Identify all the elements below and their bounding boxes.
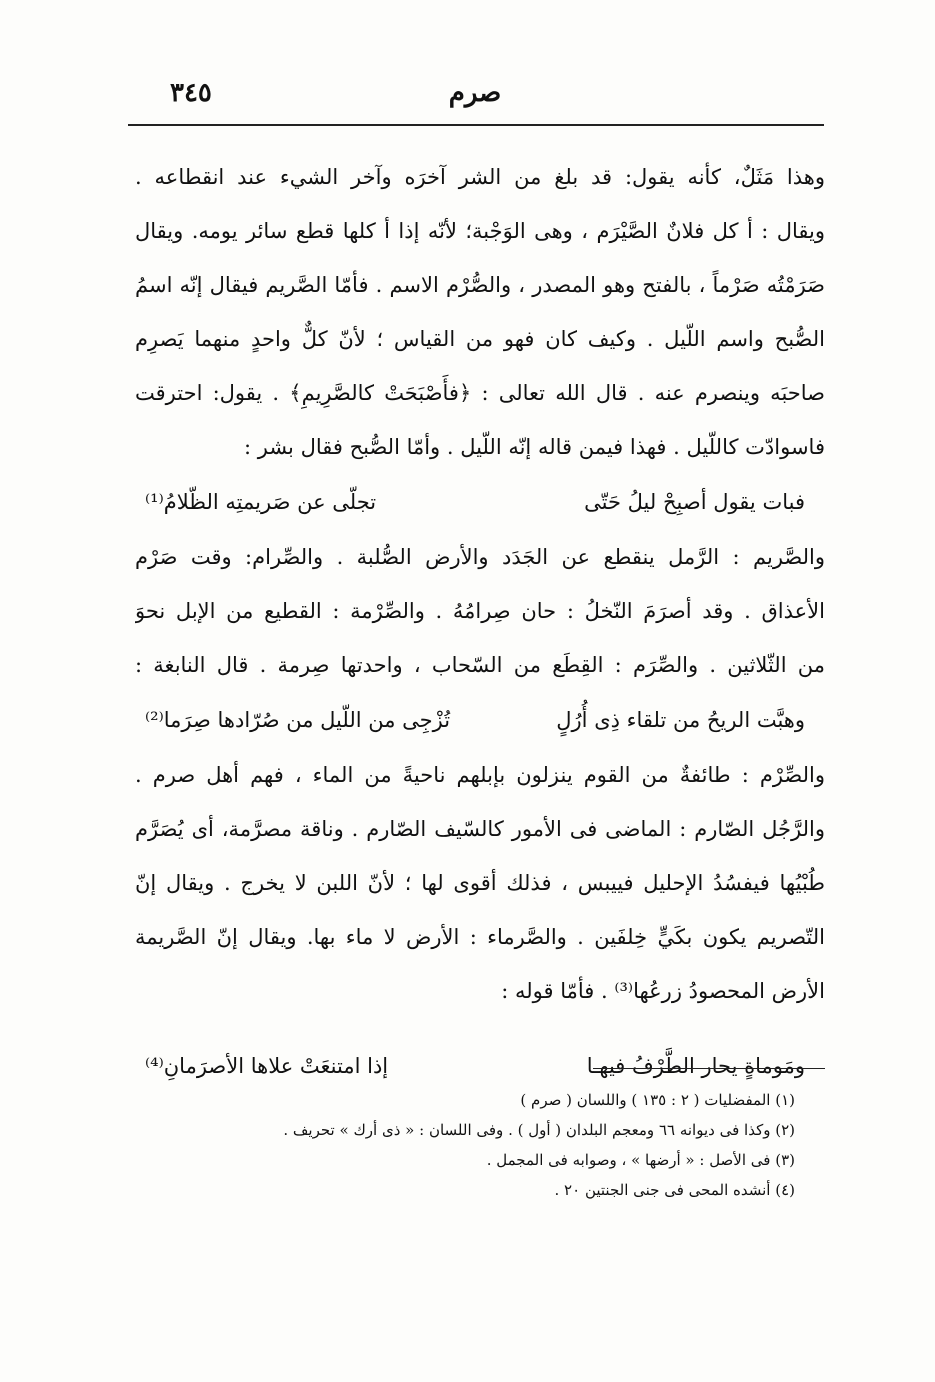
text-line: ويقال : أ كل فلانٌ الصَّيْرَم ، وهى الوَجْبة؛ لأنّه إذا أ كلها قطع سائر يومه. ويقال bbox=[135, 219, 825, 243]
text-line: والصِّرْم : طائفةٌ من القوم ينزلون بإبلهم ناحيةً من الماء ، فهم أهل صرم . bbox=[135, 763, 825, 787]
text-line: فاسوادّت كاللّيل . فهذا فيمن قاله إنّه اللّيل . وأمّا الصُّبح فقال بشر : bbox=[243, 435, 825, 459]
text-line: والرَّجُل الصّارم : الماضى فى الأمور كالسّيف الصّارم . وناقة مصرَّمة، أى يُصَرَّم bbox=[135, 817, 825, 841]
verse-3-first-hemistich: ومَوماةٍ يحار الطَّرْفُ فيهـا bbox=[586, 1054, 805, 1078]
text-line: الصُّبح واسم اللّيل . وكيف كان فهو من القياس ؛ لأنّ كلٌّ واحدٍ منهما يَصرِم bbox=[135, 327, 825, 351]
verse-3-second-hemistich: إذا امتنعَتْ علاها الأصرَمانِ⁽⁴⁾ bbox=[145, 1054, 389, 1078]
footnote: (٤) أنشده المحى فى جنى الجنتين ٢٠ . bbox=[554, 1181, 795, 1199]
page-header bbox=[130, 78, 820, 118]
header-rule bbox=[128, 124, 824, 126]
footnote: (٣) فى الأصل : « أرضها » ، وصوابه فى المجمل . bbox=[486, 1151, 795, 1169]
verse-2-first-hemistich: وهبَّت الريحُ من تلقاء ذِى أُرُلٍ bbox=[556, 708, 805, 732]
verse-1-second-hemistich: تجلّى عن صَريمتِه الظّلامُ⁽¹⁾ bbox=[145, 490, 377, 514]
page-number: ٣٤٥ bbox=[170, 78, 212, 108]
footnote: (٢) وكذا فى ديوانه ٦٦ ومعجم البلدان ( أول ) . وفى اللسان : « ذى أرك » تحريف . bbox=[283, 1121, 795, 1139]
text-line: التّصريم يكون بكَيٍّ خِلفَين . والصَّرماء : الأرض لا ماء بها. ويقال إنّ الصَّريمة bbox=[135, 925, 825, 949]
footnotes bbox=[140, 1085, 795, 1205]
text-line: الأعذاق . وقد أصرَمَ النّخلُ : حان صِرامُهُ . والصِّرْمة : القطيع من الإبل نحوَ bbox=[135, 599, 825, 623]
running-head: صرم bbox=[448, 78, 502, 108]
verse-1-first-hemistich: فبات يقول أصبِحْ ليلُ حَتّى bbox=[584, 490, 805, 514]
text-line: صَرَمْتُه صَرْماً ، بالفتح وهو المصدر ، والصُّرْم الاسم . فأمّا الصَّريم فيقال إنّه اسمُ bbox=[135, 273, 825, 297]
verse-1 bbox=[135, 474, 825, 530]
text-line: وهذا مَثَلٌ، كأنه يقول: قد بلغ من الشر آخرَه وآخر الشيء عند انقطاعه . bbox=[135, 165, 825, 189]
text-line: صاحبَه وينصرم عنه . قال الله تعالى : ﴿فأَصْبَحَتْ كالصَّرِيمِ﴾ . يقول: احترقت bbox=[135, 381, 825, 405]
footnote: (١) المفضليات ( ٢ : ١٣٥ ) واللسان ( صرم ) bbox=[520, 1091, 795, 1109]
main-text bbox=[135, 150, 825, 1094]
text-line: الأرض المحصودُ زرعُها⁽³⁾ . فأمّا قوله : bbox=[501, 979, 825, 1003]
text-line: من الثّلاثين . والصِّرَم : القِطَع من السّحاب ، واحدتها صِرمة . قال النابغة : bbox=[135, 653, 825, 677]
text-line: طُبْيُها فيفسُدُ الإحليل فييبس ، فذلك أقوى لها ؛ لأنّ اللبن لا يخرج . ويقال إنّ bbox=[135, 871, 825, 895]
footnote-rule bbox=[593, 1068, 825, 1069]
verse-2-second-hemistich: تُزْجِى من اللّيل من صُرّادها صِرَما⁽²⁾ bbox=[145, 708, 451, 732]
text-line: والصَّريم : الرَّمل ينقطع عن الجَدَد والأرض الصُّلبة . والصِّرام: وقت صَرْم bbox=[135, 545, 825, 569]
verse-2 bbox=[135, 692, 825, 748]
